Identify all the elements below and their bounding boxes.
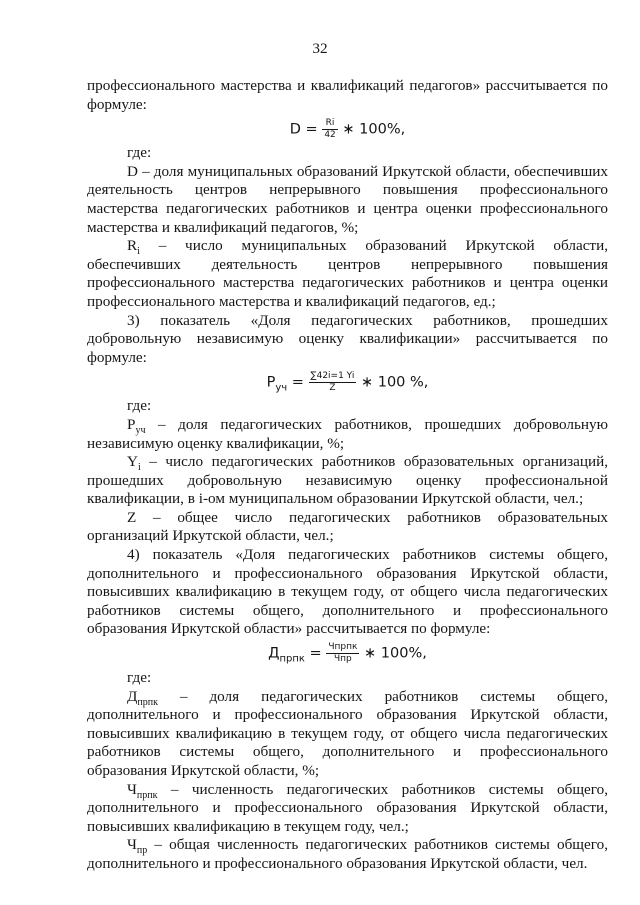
definition-text: – доля педагогических работников системы общего, дополнительного и профессионального образования Иркутской области, повысивших квалификацию в текущем году, от общего числа педагогических работников системы общего, дополнительного и профессионального образования Иркутской области, %; — [87, 687, 608, 779]
formula-rhs: ∗ 100 %, — [360, 374, 429, 391]
formula-rhs: ∗ 100%, — [364, 645, 427, 662]
formula-d — [87, 118, 608, 141]
formula-fraction — [322, 118, 337, 141]
definition-chpr — [87, 836, 608, 873]
formula-lhs-subscript: уч — [275, 382, 288, 394]
definition-puch-first-line — [87, 416, 608, 435]
paragraph-line: добровольную независимую оценку квалификации» рассчитывается по — [87, 330, 608, 348]
formula-fraction — [326, 642, 359, 665]
fraction-denominator: 42 — [324, 130, 336, 141]
symbol-subscript: прпк — [137, 696, 158, 708]
paragraph-line: формуле: — [87, 348, 147, 366]
definition-text: – число педагогических работников образовательных организаций, прошедших добровольную независимую оценку профессиональной квалификации, в i-ом муниципальном образовании Иркутской области, чел.; — [87, 453, 608, 508]
paragraph-line: формуле: — [87, 95, 147, 113]
fraction-numerator: Ri — [322, 118, 337, 130]
formula-lhs-symbol: Д — [268, 645, 280, 662]
definition-yi — [87, 453, 608, 509]
definition-z: Z – общее число педагогических работников образовательных организаций Иркутской области, чел.; — [87, 508, 608, 545]
symbol-subscript: уч — [135, 424, 146, 436]
fraction-denominator: Чпр — [333, 654, 352, 665]
where-label: где: — [127, 144, 152, 162]
where-label: где: — [127, 397, 152, 415]
definition-chprpk — [87, 781, 608, 837]
formula-dprpk — [87, 642, 608, 665]
formula-puch — [87, 371, 608, 394]
formula-lhs-symbol: Р — [266, 374, 276, 391]
symbol: Д — [127, 687, 138, 705]
symbol: Ч — [127, 836, 137, 854]
paragraph-item-4: 4) показатель «Доля педагогических работников системы общего, дополнительного и профессионального образования Иркутской области, повысивших квалификацию в текущем году, от общего числа педагогических работников системы общего, дополнительного и профессионального образования Иркутской области» рассчитывается по формуле: — [87, 546, 608, 638]
definition-text: – число муниципальных образований Иркутской области, — [139, 237, 608, 255]
page-number: 32 — [312, 40, 328, 57]
formula-equals: = — [309, 645, 322, 662]
symbol-subscript: i — [137, 246, 140, 258]
formula-lhs-subscript: прпк — [279, 653, 305, 665]
formula-equals: = — [291, 374, 304, 391]
symbol-subscript: прпк — [136, 789, 158, 801]
where-label: где: — [127, 669, 152, 687]
definition-dprpk — [87, 688, 608, 781]
paragraph-line: 3) показатель «Доля педагогических работников, прошедших — [127, 311, 608, 329]
symbol-subscript: пр — [136, 845, 148, 857]
definition-d: D – доля муниципальных образований Иркутской области, обеспечивших деятельность центров непрерывного повышения профессионального мастерства педагогических работников и центра оценки профессионального мастерства и квалификаций педагогов, %; — [87, 162, 608, 236]
formula-fraction — [309, 371, 357, 394]
fraction-denominator: Z — [329, 383, 336, 394]
definition-text: – численность педагогических работников системы общего, дополнительного и профессионального образования Иркутской области, повысивших квалификацию в текущем году, чел.; — [87, 780, 608, 835]
symbol-subscript: i — [137, 462, 141, 474]
definition-ri-rest: обеспечивших деятельность центров непрерывного повышения профессионального мастерства педагогических работников и центра оценки профессионального мастерства и квалификаций педагогов, ед.; — [87, 255, 608, 310]
fraction-numerator: ∑42i=1 Yi — [310, 371, 355, 382]
symbol: R — [127, 237, 138, 255]
symbol: Ч — [127, 780, 137, 798]
symbol: Y — [127, 453, 138, 471]
definition-text: – общая численность педагогических работников системы общего, дополнительного и профессионального образования Иркутской области, чел. — [87, 836, 608, 872]
formula-lhs: D = — [289, 121, 318, 138]
document-body — [87, 77, 608, 874]
symbol: Р — [127, 415, 136, 433]
paragraph-line: профессионального мастерства и квалификаций педагогов» рассчитывается по — [87, 77, 608, 94]
definition-puch-rest: независимую оценку квалификации, %; — [87, 434, 345, 452]
formula-rhs: ∗ 100%, — [342, 121, 406, 138]
definition-text: – доля педагогических работников, прошедших добровольную — [145, 415, 608, 433]
fraction-numerator: Чпрпк — [328, 642, 358, 653]
definition-ri-first-line — [87, 237, 608, 256]
